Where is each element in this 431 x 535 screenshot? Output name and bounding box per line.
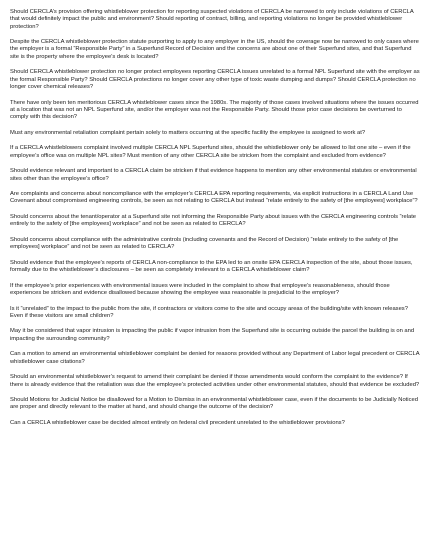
question-paragraph-1: Should CERCLA’s provision offering whistleblower protection for reporting suspected violations of CERCLA be narrowed to only include violations of CERCLA that would definitely impact the public and environment? Should reporting of contract, billing, and reporting violations no longer be provided whistleblower protection? [10,9,414,30]
question-paragraph-14: May it be considered that vapor intrusion is impacting the public if vapor intrusion from the Superfund site is occurring outside the parcel the building is on and impacting the surrounding community? [10,328,415,342]
question-paragraph-11: Should evidence that the employee’s reports of CERCLA non-compliance to the EPA led to an onsite EPA CERCLA inspection of the site, about those issues, formally due to the whistleblower’s disclosures – be seen as completely irrelevant to a CERCLA whistleblower claim? [10,259,413,274]
question-paragraph-8: Are complaints and concerns about noncompliance with the employer’s CERCLA EPA reporting requirements, via explicit instructions in a CERCLA Land Use Covenant about compromised engineering controls, be seen as not relating to CERCLA but instead “relate entirely to the safety of [the employees] workplace”? [10,191,418,205]
question-paragraph-12: If the employee’s prior experiences with environmental issues were included in the complaint to show that employee’s reasonableness, should those experiences be stricken and evidence disallowed because showing the employee was reasonable is prejudicial to the employer? [10,282,390,296]
question-paragraph-15: Can a motion to amend an environmental whistleblower complaint be denied for reasons provided without any Department of Labor legal precedent or CERCLA whistleblower case citations? [10,351,420,365]
question-paragraph-17: Should Motions for Judicial Notice be disallowed for a Motion to Dismiss in an environmental whistleblower case, even if the documents to be Judicially Noticed are proper and directly relevant to the matter at hand, and should change the outcome of the decision? [10,397,418,411]
question-paragraph-18: Can a CERCLA whistleblower case be decided almost entirely on federal civil precedent unrelated to the whistleblower provisions? [10,420,345,427]
question-paragraph-9: Should concerns about the tenant/operator at a Superfund site not informing the Responsible Party about issues with the CERCLA engineering controls “relate entirely to the safety of [the employees] workplace” and not be seen as related to CERCLA? [10,214,417,228]
question-paragraph-16: Should an environmental whistleblower’s request to amend their complaint be denied if those amendments would conform the complaint to the evidence? If there is already evidence that the retaliation was due the employee’s protected activities under other environmental statutes, should that evidence be excluded? [10,374,420,388]
question-paragraph-5: Must any environmental retaliation complaint pertain solely to matters occurring at the specific facility the employee is assigned to work at? [10,129,366,136]
question-paragraph-6: If a CERCLA whistleblowers complaint involved multiple CERCLA NPL Superfund sites, should the whistleblower only be allowed to list one site – even if the employee’s office was on multiple NPL sites? Must mention of any other CERCLA site be stricken from the complaint and excluded from evidence? [10,145,411,159]
question-paragraph-2: Despite the CERCLA whistleblower protection statute purporting to apply to any employer in the US, should the coverage now be narrowed to only cases where the employer is a formal “Responsible Party” in a Superfund Record of Decision and the concerns are about one of their Superfund sites, and that Superfund site is the property where the employee’s desk is located? [10,39,419,60]
question-paragraph-10: Should concerns about compliance with the administrative controls (including covenants and the Record of Decision) “relate entirely to the safety of [the employees] workplace” and not be seen as related to CERCLA? [10,236,399,251]
question-paragraph-7: Should evidence relevant and important to a CERCLA claim be stricken if that evidence happens to mention any other environmental statutes or environmental sites other than the employee’s office? [10,168,417,182]
question-paragraph-3: Should CERCLA whistleblower protection no longer protect employees reporting CERCLA issues unrelated to a formal NPL Superfund site with the employer as the formal Responsible Party? Should CERCLA protections no longer cover any other type of toxic waste dumping and dumps? Should CERCLA protection no longer cover chemical releases? [10,69,420,90]
question-paragraph-4: There have only been ten meritorious CERCLA whistleblower cases since the 1980s. The majority of those cases involved situations where the issues occurred at a location that was not an NPL Superfund site, and/or the employer was not the Responsible Party. Should those prior case decisions be overturned to comply with this decision? [10,99,419,121]
question-paragraph-13: Is it “unrelated” to the impact to the public from the site, if contractors or visitors come to the site and occupy areas of the building/site with known releases? Even if these visitors are small children? [10,305,408,319]
